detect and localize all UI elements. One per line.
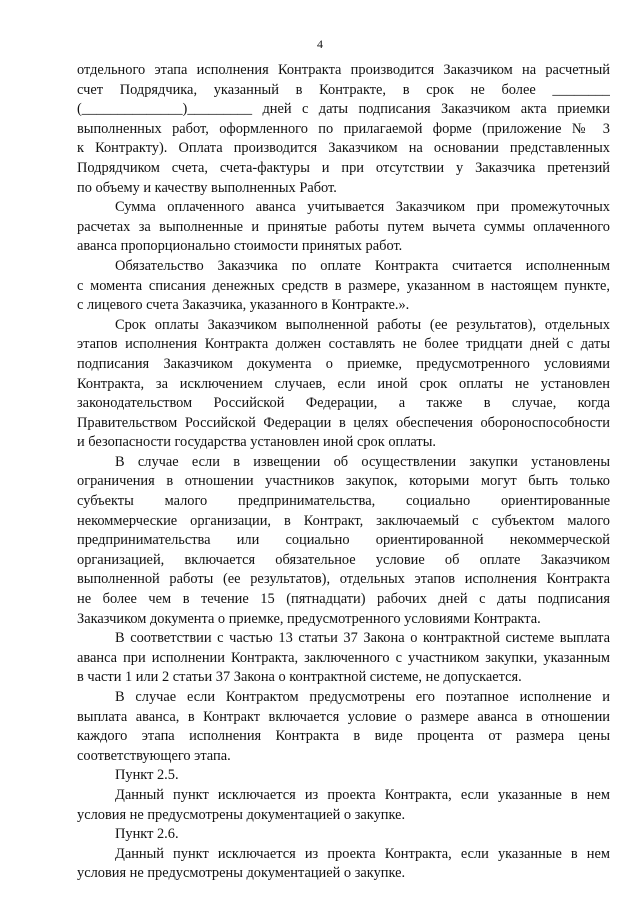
- text-line: этапов исполнения Контракта должен составлять не более тридцати дней с даты: [77, 336, 610, 353]
- text-line: выполненной работы (ее результатов), отдельных этапов исполнения Контракта: [77, 571, 610, 588]
- text-line: выплата аванса, в Контракт включается условие о размере аванса в отношении: [77, 708, 610, 725]
- text-line: субъекты малого предпринимательства, социально ориентированные: [77, 493, 610, 510]
- text-line: не более чем в течение 15 (пятнадцати) рабочих дней с даты подписания: [77, 591, 610, 608]
- text-line: в части 1 или 2 статьи 37 Закона о контрактной системе, не допускается.: [77, 669, 522, 686]
- text-line: подписания Заказчиком документа о приемке, предусмотренного условиями: [77, 355, 610, 372]
- text-line: Данный пункт исключается из проекта Контракта, если указанные в нем: [115, 786, 610, 803]
- text-line: условия не предусмотрены документацией о закупке.: [77, 806, 406, 823]
- text-line: предпринимательства или социально ориентированной некоммерческой: [77, 532, 610, 549]
- text-line: аванса при исполнении Контракта, заключенного с участником закупки, указанным: [77, 649, 610, 666]
- document-body: [77, 61, 610, 884]
- text-line: В случае если в извещении об осуществлении закупки установлены: [115, 453, 610, 470]
- text-line: Пункт 2.5.: [115, 767, 179, 784]
- text-line: Пункт 2.6.: [115, 826, 179, 843]
- text-line: отдельного этапа исполнения Контракта производится Заказчиком на расчетный: [77, 62, 610, 78]
- text-line: каждого этапа исполнения Контракта в виде процента от размера цены: [77, 728, 610, 745]
- text-line: по объему и качеству выполненных Работ.: [77, 179, 337, 196]
- text-line: Подрядчиком счета, счета-фактуры и при отсутствии у Заказчика претензий: [77, 159, 610, 176]
- text-line: Данный пункт исключается из проекта Контракта, если указанные в нем: [115, 845, 610, 862]
- text-line: с момента списания денежных средств в размере, указанном в настоящем пункте,: [77, 277, 610, 294]
- text-line: В случае если Контрактом предусмотрены его поэтапное исполнение и: [115, 689, 610, 705]
- text-line: Обязательство Заказчика по оплате Контракта считается исполненным: [115, 257, 610, 274]
- page-number: 4: [317, 37, 323, 51]
- text-line: Правительством Российской Федерации в целях обеспечения обороноспособности: [77, 414, 610, 431]
- text-line: к Контракту). Оплата производится Заказчиком на основании представленных: [77, 140, 610, 157]
- text-line: некоммерческие организации, в Контракт, заключаемый с субъектом малого: [77, 512, 610, 529]
- text-line: Заказчиком документа о приемке, предусмотренного условиями Контракта.: [77, 610, 541, 627]
- text-line: ограничения в отношении участников закупок, которыми могут быть только: [77, 473, 610, 490]
- text-line: условия не предусмотрены документацией о закупке.: [77, 865, 406, 882]
- text-line: счет Подрядчика, указанный в Контракте, в срок не более ________: [77, 81, 610, 98]
- text-line: с лицевого счета Заказчика, указанного в Контракте.».: [77, 297, 410, 314]
- text-line: В соответствии с частью 13 статьи 37 Закона о контрактной системе выплата: [115, 630, 610, 647]
- text-line: организацией, включается обязательное условие об оплате Заказчиком: [77, 551, 610, 568]
- text-line: соответствующего этапа.: [77, 747, 231, 764]
- text-line: и безопасности государства установлен иной срок оплаты.: [77, 434, 436, 451]
- text-line: (______________)_________ дней с даты подписания Заказчиком акта приемки: [77, 101, 610, 118]
- text-line: расчетах за выполненные и принятые работы путем вычета суммы оплаченного: [77, 218, 610, 235]
- text-line: законодательством Российской Федерации, а также в случае, когда: [77, 395, 610, 412]
- text-line: выполненных работ, оформленного по прилагаемой форме (приложение № 3: [77, 120, 610, 137]
- text-line: Контракта, за исключением случаев, если иной срок оплаты не установлен: [77, 375, 610, 392]
- text-line: Срок оплаты Заказчиком выполненной работы (ее результатов), отдельных: [115, 316, 610, 333]
- text-line: аванса пропорционально стоимости принятых работ.: [77, 238, 403, 255]
- text-line: Сумма оплаченного аванса учитывается Заказчиком при промежуточных: [115, 199, 610, 216]
